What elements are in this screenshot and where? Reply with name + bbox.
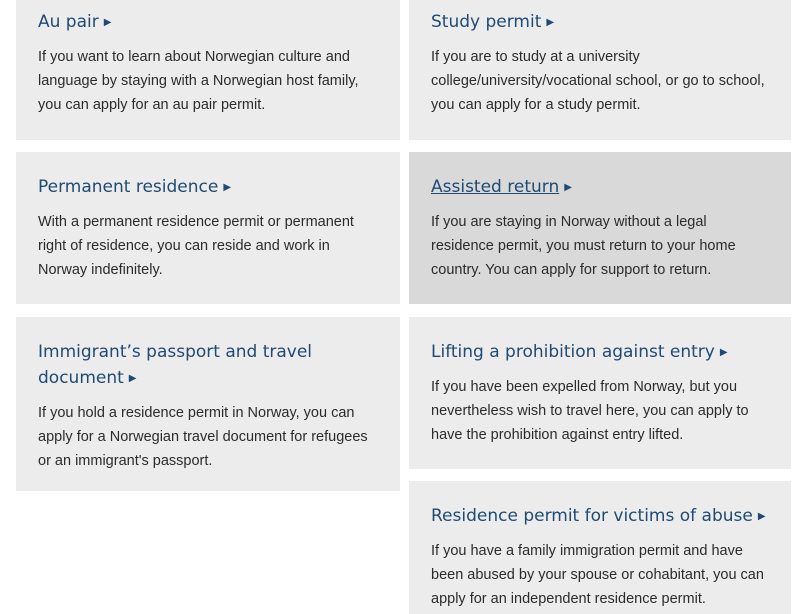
card-title: Assisted return [431, 177, 560, 197]
arrow-right-icon: ▶ [223, 182, 232, 193]
card-study-permit[interactable] [409, 0, 791, 140]
card-title: Lifting a prohibition against entry [431, 342, 715, 362]
arrow-right-icon: ▶ [564, 182, 572, 193]
card-title-link[interactable] [38, 9, 380, 36]
card-title-link[interactable] [38, 339, 380, 392]
card-lifting-prohibition[interactable] [409, 317, 791, 469]
card-description: If you are staying in Norway without a legal residence permit, you must return to your home country. You can apply for support to return. [431, 214, 736, 278]
card-title-link[interactable] [38, 174, 380, 201]
card-title-link[interactable] [431, 339, 771, 366]
card-description: If you have been expelled from Norway, but you nevertheless wish to travel here, you can apply to have the prohibition against entry lifted. [431, 379, 749, 443]
card-description: If you want to learn about Norwegian culture and language by staying with a Norwegian host family, you can apply for an au pair permit. [38, 49, 359, 113]
card-assisted-return[interactable] [409, 152, 791, 304]
card-description: If you have a family immigration permit and have been abused by your spouse or cohabitant, you can apply for an independent residence permit. [431, 543, 764, 607]
card-au-pair[interactable] [16, 0, 400, 140]
card-permanent-residence[interactable] [16, 152, 400, 304]
card-title: Au pair [38, 12, 99, 32]
card-description: If you are to study at a university college/university/vocational school, or go to school, you can apply for a study permit. [431, 49, 765, 113]
card-title-link[interactable] [431, 9, 771, 36]
arrow-right-icon: ▶ [719, 347, 728, 358]
arrow-right-icon: ▶ [128, 373, 137, 384]
card-title: Study permit [431, 12, 542, 32]
card-victims-of-abuse[interactable] [409, 481, 791, 614]
arrow-right-icon: ▶ [757, 511, 766, 522]
card-title-link[interactable] [431, 174, 771, 201]
arrow-right-icon: ▶ [546, 17, 555, 28]
arrow-right-icon: ▶ [103, 17, 112, 28]
card-title: Immigrant’s passport and travel document [38, 342, 313, 388]
card-description: If you hold a residence permit in Norway, you can apply for a Norwegian travel document for refugees or an immigrant's passport. [38, 405, 368, 469]
card-title: Residence permit for victims of abuse [431, 506, 753, 526]
card-title-link[interactable] [431, 503, 771, 530]
card-title: Permanent residence [38, 177, 219, 197]
card-description: With a permanent residence permit or permanent right of residence, you can reside and work in Norway indefinitely. [38, 214, 354, 278]
card-immigrants-passport[interactable] [16, 317, 400, 491]
